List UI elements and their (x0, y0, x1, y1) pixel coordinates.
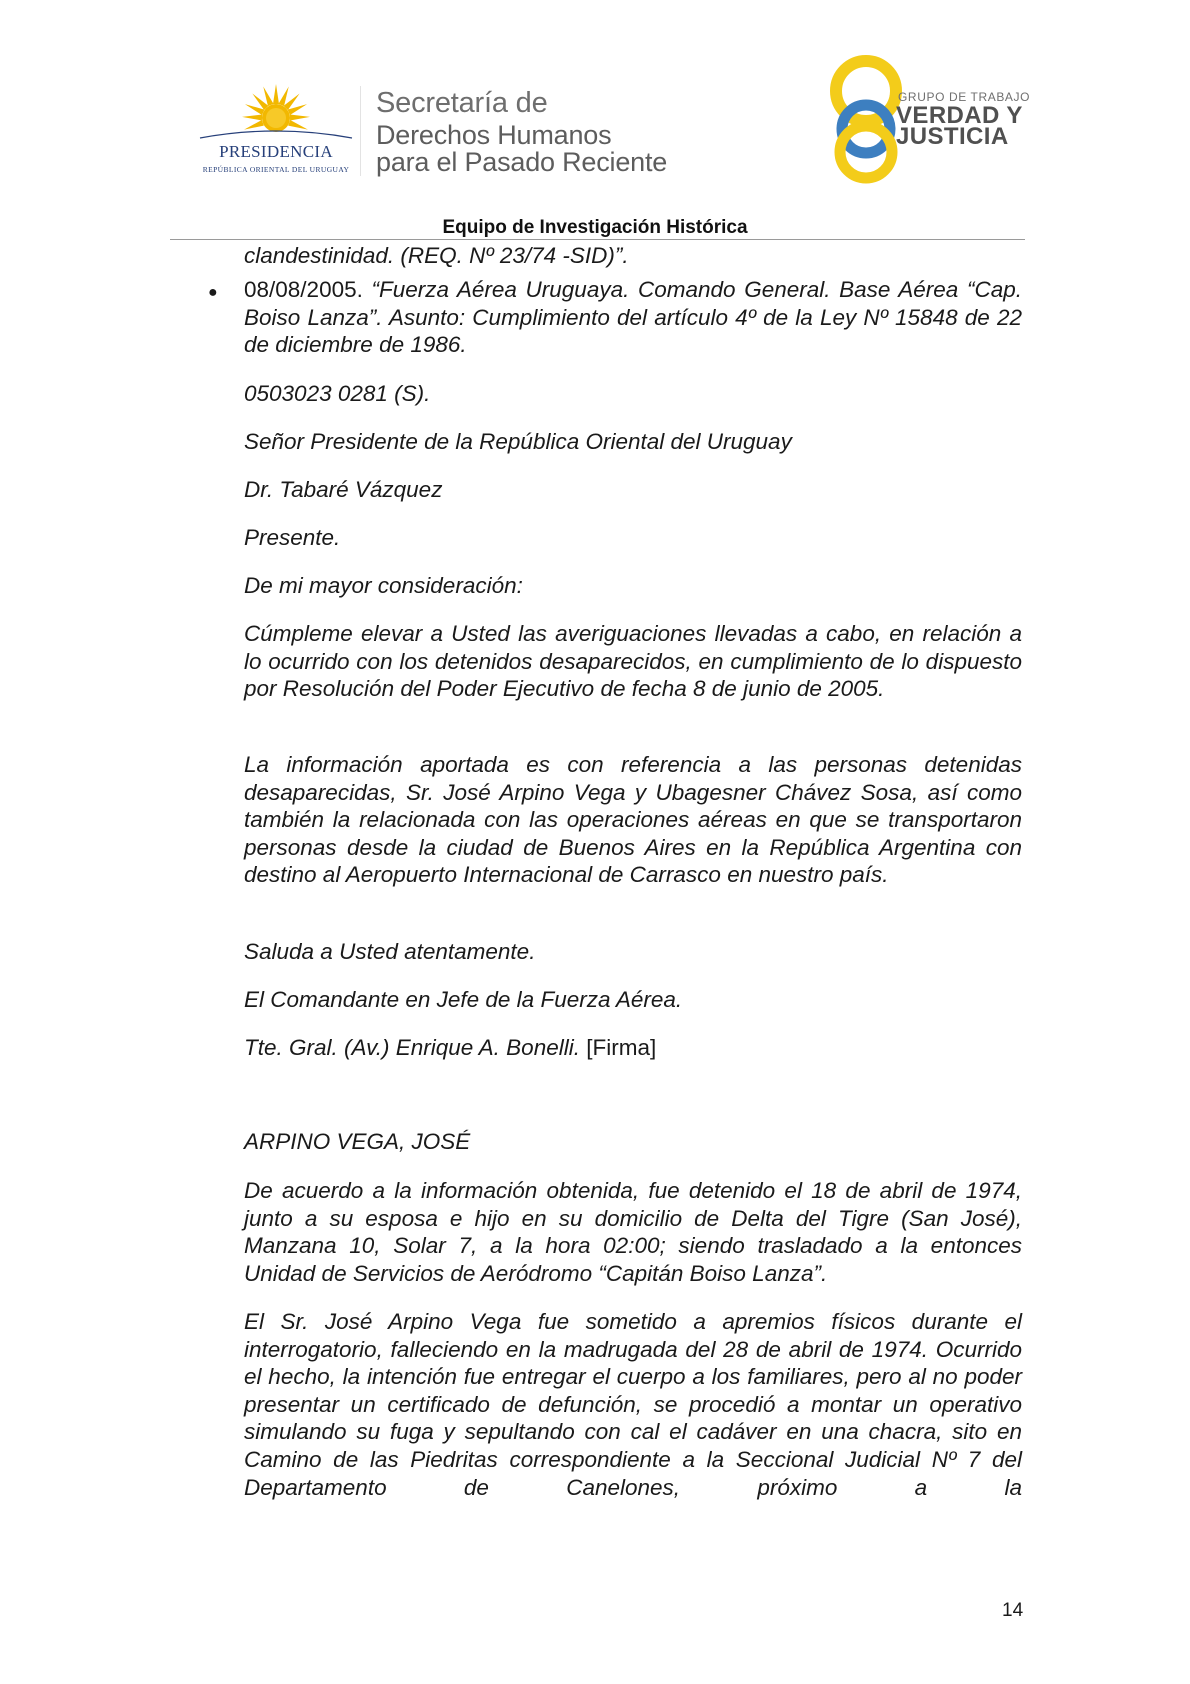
paragraph-detenido: De acuerdo a la información obtenida, fue detenido el 18 de abril de 1974, junto a su esposa e hijo en su domicilio de Delta del Tigre (San José), Manzana 10, Solar 7, a la hora 02:00; siendo trasladado a la entonces Unidad de Servicios de Aeródromo “Capitán Boiso Lanza”. (244, 1178, 1022, 1286)
team-header: Equipo de Investigación Histórica (442, 217, 748, 238)
addressee-name: Dr. Tabaré Vázquez (244, 477, 443, 502)
paragraph-sometido: El Sr. José Arpino Vega fue sometido a apremios físicos durante el interrogatorio, falleciendo en la madrugada del 28 de abril de 1974. Ocurrido el hecho, la intención fue entregar el cuerpo a los familiares, pero al no poder presentar un certificado de defunción, se procedió a montar un operativo simulando su fuga y sepultando con cal el cadáver en una chacra, sito en Camino de las Piedritas correspondiente a la Seccional Judicial Nº 7 del Departamento de Canelones, próximo a la (244, 1309, 1022, 1500)
presidencia-subtitle: REPÚBLICA ORIENTAL DEL URUGUAY (202, 165, 350, 174)
consideration-line: De mi mayor consideración: (244, 573, 523, 598)
secretaria-title: Secretaría de (376, 87, 548, 119)
header-divider (360, 86, 361, 176)
sun-icon (196, 80, 356, 142)
secretaria-line3: para el Pasado Reciente (376, 147, 668, 177)
bullet-icon: ● (208, 284, 218, 301)
vyj-verdad: VERDAD Y (896, 102, 1023, 129)
reference-number: 0503023 0281 (S). (244, 381, 431, 406)
vyj-justicia: JUSTICIA (896, 123, 1009, 150)
presidencia-word: PRESIDENCIA (219, 142, 333, 161)
header-rule (170, 239, 1025, 240)
bullet-date: 08/08/2005. (244, 277, 372, 302)
paragraph-continuation: clandestinidad. (REQ. Nº 23/74 -SID)”. (244, 243, 629, 268)
signatory-line (244, 1034, 1022, 1062)
page-number: 14 (1002, 1600, 1024, 1621)
presente-line: Presente. (244, 525, 341, 550)
closing-line: Saluda a Usted atentamente. (244, 939, 536, 964)
signatory-name: Tte. Gral. (Av.) Enrique A. Bonelli. (244, 1035, 587, 1060)
commander-line: El Comandante en Jefe de la Fuerza Aérea. (244, 987, 683, 1012)
bullet-item (244, 276, 1022, 359)
bullet-text: “Fuerza Aérea Uruguaya. Comando General. Base Aérea “Cap. Boiso Lanza”. Asunto: Cumplimiento del artículo 4º de la Ley Nº 15848 de 22 de diciembre de 1986. (244, 277, 1022, 358)
presidencia-logo (196, 80, 356, 180)
vyj-group-label: GRUPO DE TRABAJO (898, 90, 1031, 104)
signature-mark: [Firma] (586, 1035, 657, 1060)
paragraph-cumpleme: Cúmpleme elevar a Usted las averiguaciones llevadas a cabo, en relación a lo ocurrido con los detenidos desaparecidos, en cumplimiento de lo dispuesto por Resolución del Poder Ejecutivo de fecha 8 de junio de 2005. (244, 621, 1022, 702)
paragraph-informacion: La información aportada es con referencia a las personas detenidas desaparecidas, Sr. José Arpino Vega y Ubagesner Chávez Sosa, así como también la relacionada con las operaciones aéreas en que se transportaron personas desde la ciudad de Buenos Aires en la República Argentina con destino al Aeropuerto Internacional de Carrasco en nuestro país. (244, 752, 1022, 888)
salutation-line: Señor Presidente de la República Oriental del Uruguay (244, 429, 792, 454)
section-title: ARPINO VEGA, JOSÉ (244, 1129, 471, 1154)
secretaria-line2: Derechos Humanos (376, 120, 612, 150)
